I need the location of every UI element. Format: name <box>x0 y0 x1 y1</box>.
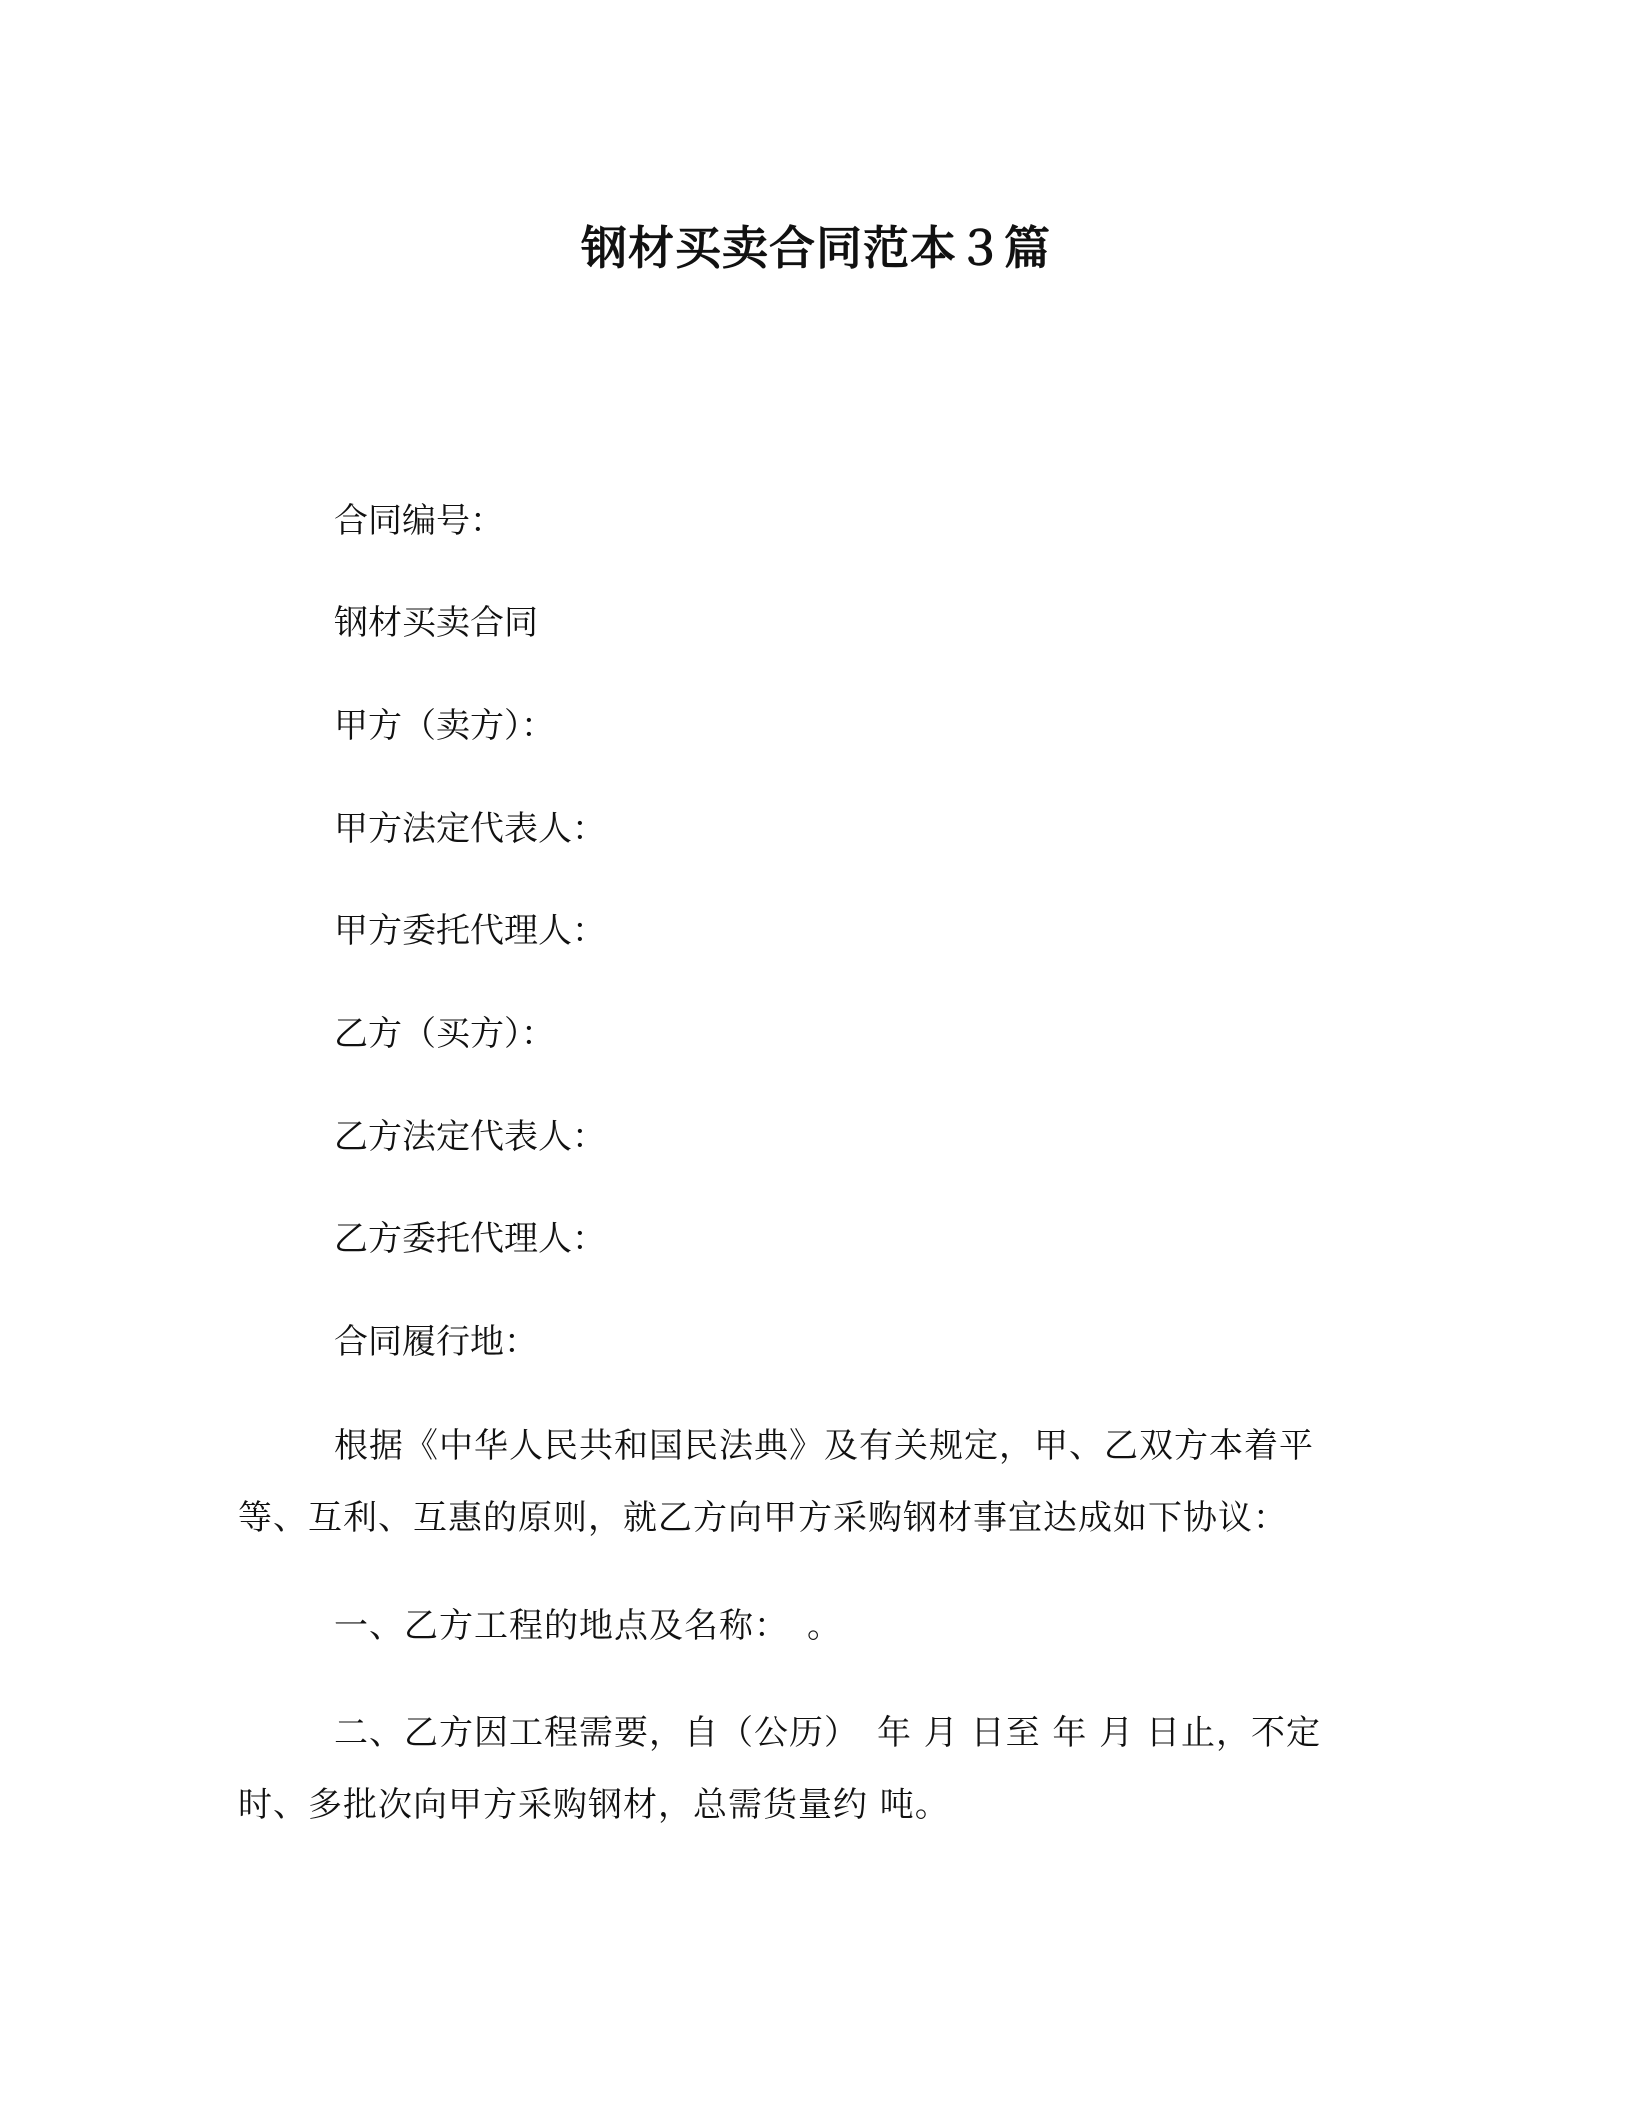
contract-name-label: 钢材买卖合同 <box>334 603 538 643</box>
party-b-agent-label: 乙方委托代理人： <box>334 1219 606 1259</box>
party-b-legal-rep-label: 乙方法定代表人： <box>334 1117 606 1157</box>
document-title: 钢材买卖合同范本３篇 <box>581 221 1051 275</box>
clause-2-paragraph: 二、乙方因工程需要，自（公历） 年 月 日至 年 月 日止，不定时、多批次向甲方采购钢材，总需货量约 吨。 <box>238 1713 1322 1825</box>
party-b-buyer-label: 乙方（买方）： <box>334 1014 555 1054</box>
party-a-agent-label: 甲方委托代理人： <box>334 911 606 951</box>
party-a-seller-label: 甲方（卖方）： <box>334 706 555 746</box>
preamble-paragraph: 根据《中华人民共和国民法典》及有关规定，甲、乙双方本着平等、互利、互惠的原则，就乙方向甲方采购钢材事宜达成如下协议： <box>238 1426 1314 1538</box>
contract-number-label: 合同编号： <box>334 501 504 541</box>
clause-1-paragraph: 一、乙方工程的地点及名称： 。 <box>334 1606 842 1646</box>
performance-place-label: 合同履行地： <box>334 1322 538 1362</box>
party-a-legal-rep-label: 甲方法定代表人： <box>334 809 606 849</box>
